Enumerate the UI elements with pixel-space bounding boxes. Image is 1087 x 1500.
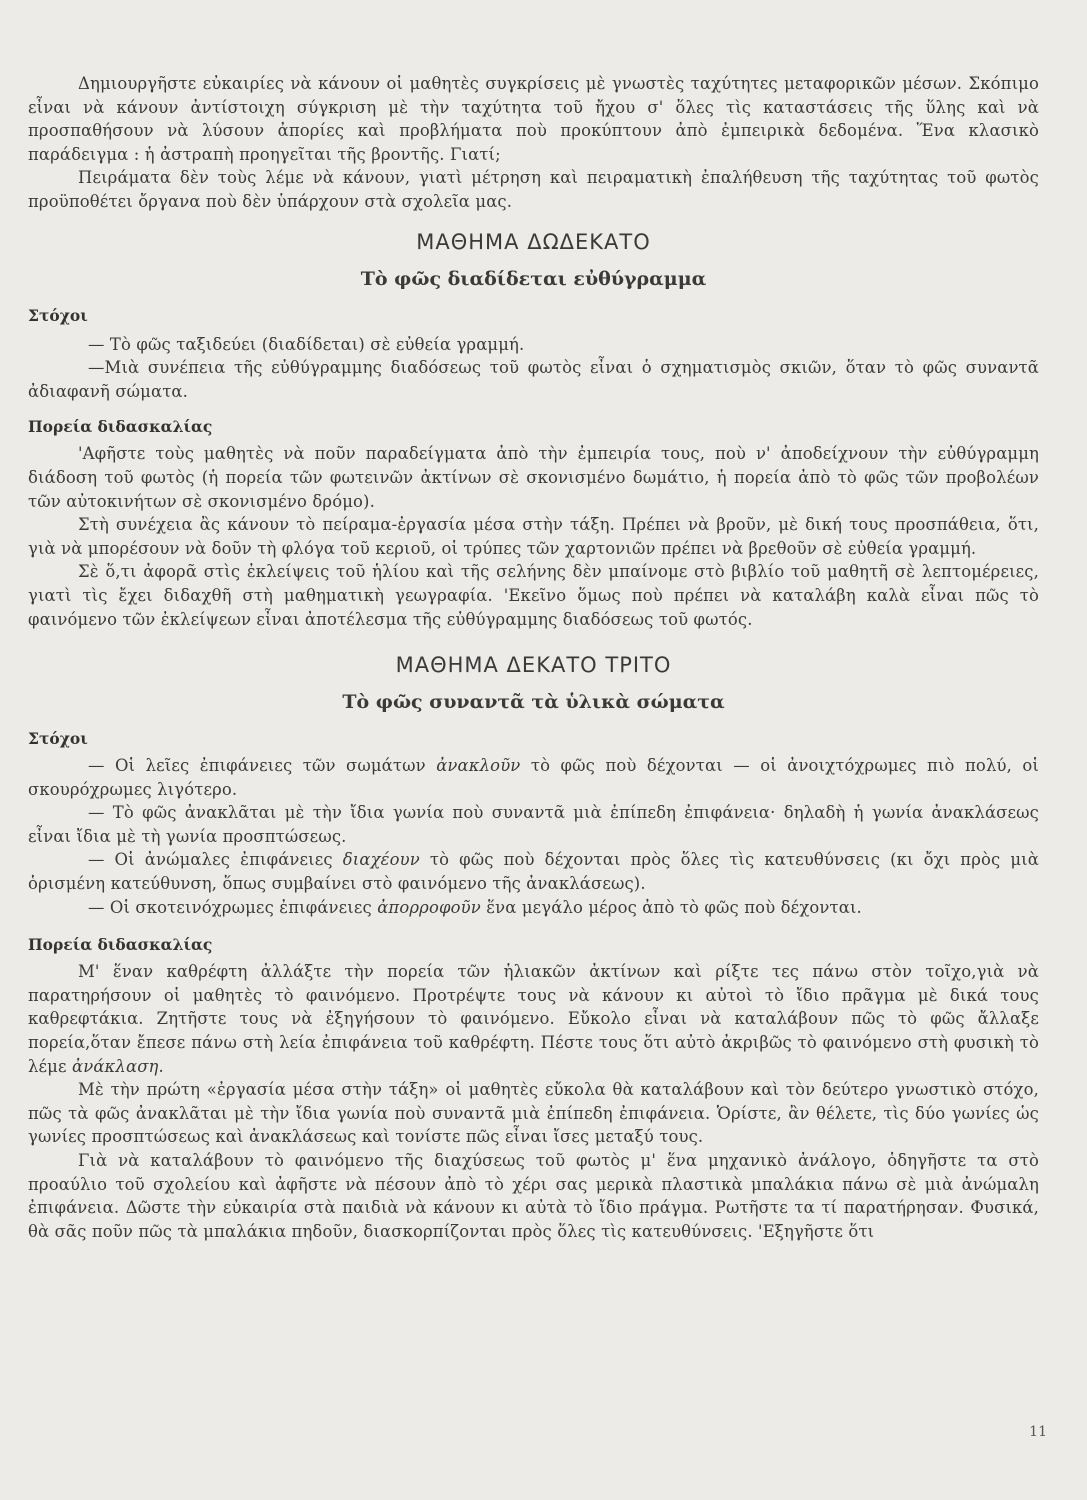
lesson-13-goals-heading: Στόχοι [28, 729, 88, 749]
lesson-13-teaching-paragraph-3: Γιὰ νὰ καταλάβουν τὸ φαινόμενο τῆς διαχύσεως τοῦ φωτὸς μ' ἕνα μηχανικὸ ἀνάλογο, ὁδηγῆστε τα στὸ προαύλιο τοῦ σχολείου καὶ ἀφῆστε νὰ πέσουν ἀπὸ τὸ χέρι σας μερικὰ πλαστικὰ μπαλάκια πάνω σὲ μιὰ ἀνώμαλη ἐπιφάνεια. Δῶστε τὴν εὐκαιρία στὰ παιδιὰ νὰ κάνουν κι αὐτὰ τὸ ἴδιο πράγμα. Ρωτῆστε τα τί παρατήρησαν. Φυσικά, θὰ σᾶς ποῦν πῶς τὰ μπαλάκια πηδοῦν, διασκορπίζονται πρὸς ὅλες τὶς κατευθύνσεις. 'Εξηγῆστε ὅτι [28, 1151, 1039, 1241]
lesson-12-teaching-paragraph-2: Στὴ συνέχεια ἂς κάνουν τὸ πείραμα-ἐργασία μέσα στὴν τάξη. Πρέπει νὰ βροῦν, μὲ δική τους προσπάθεια, ὅτι, γιὰ νὰ μπορέσουν νὰ δοῦν τὴ φλόγα τοῦ κεριοῦ, οἱ τρύπες τῶν χαρτονιῶν πρέπει νὰ βρεθοῦν σὲ εὐθεία γραμμή. [28, 515, 1039, 558]
lesson-13-teaching-paragraph-2: Μὲ τὴν πρώτη «ἐργασία μέσα στὴν τάξη» οἱ μαθητὲς εὔκολα θὰ καταλάβουν καὶ τὸν δεύτερο γνωστικὸ στόχο, πῶς τὰ φῶς ἀνακλᾶται μὲ τὴν ἴδια γωνία ποὺ συναντᾶ μιὰ ἐπίπεδη ἐπιφάνεια. Ὁρίστε, ἂν θέλετε, τὶς δύο γωνίες ὡς γωνίες προσπτώσεως καὶ ἀνακλάσεως καὶ τονίστε πῶς εἶναι ἴσες μεταξύ τους. [28, 1080, 1039, 1147]
lesson-12-goal-2: —Μιὰ συνέπεια τῆς εὐθύγραμμης διαδόσεως τοῦ φωτὸς εἶναι ὁ σχηματισμὸς σκιῶν, ὅταν τὸ φῶς συναντᾶ ἀδιαφανῆ σώματα. [28, 358, 1039, 401]
lesson-12-teaching-paragraph-3: Σὲ ὅ,τι ἀφορᾶ στὶς ἐκλείψεις τοῦ ἡλίου καὶ τῆς σελήνης δὲν μπαίνομε στὸ βιβλίο τοῦ μαθητῆ σὲ λεπτομέρειες, γιατὶ τὶς ἔχει διδαχθῆ στὴ μαθηματικὴ γεωγραφία. 'Εκεῖνο ὅμως ποὺ πρέπει νὰ καταλάβη καλὰ εἶναι πῶς τὸ φαινόμενο τῶν ἐκλείψεων εἶναι ἀποτέλεσμα τῆς εὐθύγραμμης διαδόσεως τοῦ φωτός. [28, 562, 1039, 629]
page-number: 11 [1029, 1424, 1047, 1440]
lesson-13-goal-3: — Οἱ ἀνώμαλες ἐπιφάνειες διαχέουν τὸ φῶς ποὺ δέχονται πρὸς ὅλες τὶς κατευθύνσεις (κι ὄχι πρὸς μιὰ ὁρισμένη κατεύθυνση, ὅπως συμβαίνει στὸ φαινόμενο τῆς ἀνακλάσεως). [28, 850, 1039, 894]
lesson-13-goal-4: — Οἱ σκοτεινόχρωμες ἐπιφάνειες ἀπορροφοῦν ἕνα μεγάλο μέρος ἀπὸ τὸ φῶς ποὺ δέχονται. [88, 897, 862, 917]
lesson-13-teaching-heading: Πορεία διδασκαλίας [28, 935, 213, 955]
lesson-12-teaching-paragraph-1: 'Αφῆστε τοὺς μαθητὲς νὰ ποῦν παραδείγματα ἀπὸ τὴν ἐμπειρία τους, ποὺ ν' ἀποδείχνουν τὴν εὐθύγραμμη διάδοση τοῦ φωτὸς (ἡ πορεία τῶν φωτεινῶν ἀκτίνων σὲ σκονισμένο δωμάτιο, ἡ πορεία ἀπὸ τὸ φῶς τῶν προβολέων τῶν αὐτοκινήτων σὲ σκονισμένο δρόμο). [28, 444, 1039, 511]
lesson-13-goal-1: — Οἱ λεῖες ἐπιφάνειες τῶν σωμάτων ἀνακλοῦν τὸ φῶς ποὺ δέχονται — οἱ ἀνοιχτόχρωμες πιὸ πολύ, οἱ σκουρόχρωμες λιγότερο. [28, 756, 1039, 799]
lesson-12-teaching-heading: Πορεία διδασκαλίας [28, 417, 213, 437]
lesson-13-title: ΜΑΘΗΜΑ ΔΕΚΑΤΟ ΤΡΙΤΟ [395, 653, 672, 678]
lesson-12-goals-heading: Στόχοι [28, 305, 88, 325]
lesson-13-teaching-paragraph-1: Μ' ἕναν καθρέφτη ἀλλάξτε τὴν πορεία τῶν ἡλιακῶν ἀκτίνων καὶ ρίξτε τες πάνω στὸν τοῖχο,γιὰ νὰ παρατηρήσουν οἱ μαθητὲς τὸ φαινόμενο. Προτρέψτε τους νὰ κάνουν κι αὐτοὶ τὸ ἴδιο πρᾶγμα μὲ δικά τους καθρεφτάκια. Ζητῆστε τους νὰ ἐξηγήσουν τὸ φαινόμενο. Εὔκολο εἶναι νὰ καταλάβουν πῶς τὸ φῶς ἄλλαξε πορεία,ὅταν ἔπεσε πάνω στὴ λεία ἐπιφάνεια τοῦ καθρέφτη. Πέστε τους ὅτι αὐτὸ ἀκριβῶς τὸ φαινόμενο στὴ φυσικὴ τὸ λέμε ἀνάκλαση. [28, 962, 1039, 1076]
lesson-12-title: ΜΑΘΗΜΑ ΔΩΔΕΚΑΤΟ [416, 229, 651, 254]
intro-paragraph-2: Πειράματα δὲν τοὺς λέμε νὰ κάνουν, γιατὶ μέτρηση καὶ πειραματικὴ ἐπαλήθευση τῆς ταχύτητας τοῦ φωτὸς προϋποθέτει ὄργανα ποὺ δὲν ὑπάρχουν στὰ σχολεῖα μας. [28, 168, 1039, 211]
intro-paragraph-1: Δημιουργῆστε εὐκαιρίες νὰ κάνουν οἱ μαθητὲς συγκρίσεις μὲ γνωστὲς ταχύτητες μεταφορικῶν μέσων. Σκόπιμο εἶναι νὰ κάνουν ἀντίστοιχη σύγκριση μὲ τὴν ταχύτητα τοῦ ἤχου σ' ὅλες τὶς καταστάσεις τῆς ὕλης καὶ νὰ προσπαθήσουν νὰ λύσουν ἀπορίες καὶ προβλήματα ποὺ προκύπτουν ἀπὸ ἐμπειρικὰ δεδομένα. Ἕνα κλασικὸ παράδειγμα : ἡ ἀστραπὴ προηγεῖται τῆς βροντῆς. Γιατί; [28, 74, 1039, 164]
lesson-12-goal-1: — Τὸ φῶς ταξιδεύει (διαδίδεται) σὲ εὐθεία γραμμή. [88, 334, 525, 354]
lesson-12-subtitle: Τὸ φῶς διαδίδεται εὐθύγραμμα [360, 267, 707, 290]
lesson-13-subtitle: Τὸ φῶς συναντᾶ τὰ ὑλικὰ σώματα [342, 691, 725, 714]
lesson-13-goal-2: — Τὸ φῶς ἀνακλᾶται μὲ τὴν ἴδια γωνία ποὺ συναντᾶ μιὰ ἐπίπεδη ἐπιφάνεια· δηλαδὴ ἡ γωνία ἀνακλάσεως εἶναι ἴδια μὲ τὴ γωνία προσπτώσεως. [28, 803, 1039, 846]
